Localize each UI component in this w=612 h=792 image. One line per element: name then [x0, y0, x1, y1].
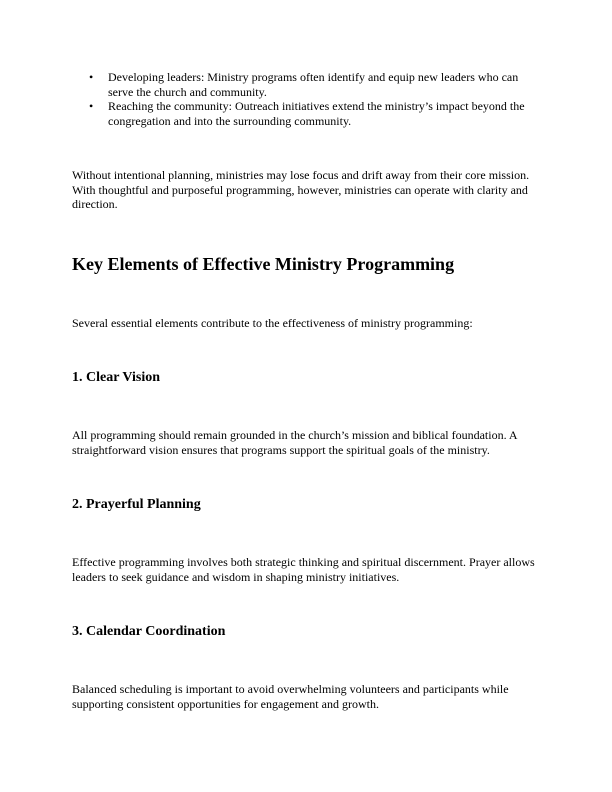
subsection-body-prayerful-planning: Effective programming involves both strategic thinking and spiritual discernment. Prayer allows leaders to seek guidance and wisdom in shaping ministry initiatives. — [72, 555, 535, 584]
subsection-heading-clear-vision: 1. Clear Vision — [72, 370, 161, 385]
subsection-heading-prayerful-planning: 2. Prayerful Planning — [72, 497, 201, 512]
section-heading: Key Elements of Effective Ministry Programming — [72, 254, 455, 274]
bullet-dot-icon: • — [89, 70, 94, 84]
bullet-item — [72, 99, 542, 128]
subsection-heading-calendar-coordination: 3. Calendar Coordination — [72, 624, 226, 639]
bullet-text: Developing leaders: Ministry programs often identify and equip new leaders who can serve the church and community. — [108, 70, 519, 99]
subsection-body-clear-vision: All programming should remain grounded in the church’s mission and biblical foundation. A straightforward vision ensures that programs support the spiritual goals of the ministry. — [72, 428, 517, 457]
intro-paragraph: Without intentional planning, ministries may lose focus and drift away from their core mission. With thoughtful and purposeful programming, however, ministries can operate with clarity and direction. — [72, 168, 530, 211]
subsection-body-calendar-coordination: Balanced scheduling is important to avoid overwhelming volunteers and participants while supporting consistent opportunities for engagement and growth. — [72, 682, 509, 711]
bullet-list — [72, 70, 542, 128]
bullet-text: Reaching the community: Outreach initiatives extend the ministry’s impact beyond the congregation and into the surrounding community. — [108, 99, 525, 128]
section-intro-paragraph: Several essential elements contribute to the effectiveness of ministry programming: — [72, 316, 473, 330]
bullet-item — [72, 70, 542, 99]
bullet-dot-icon: • — [89, 99, 94, 113]
